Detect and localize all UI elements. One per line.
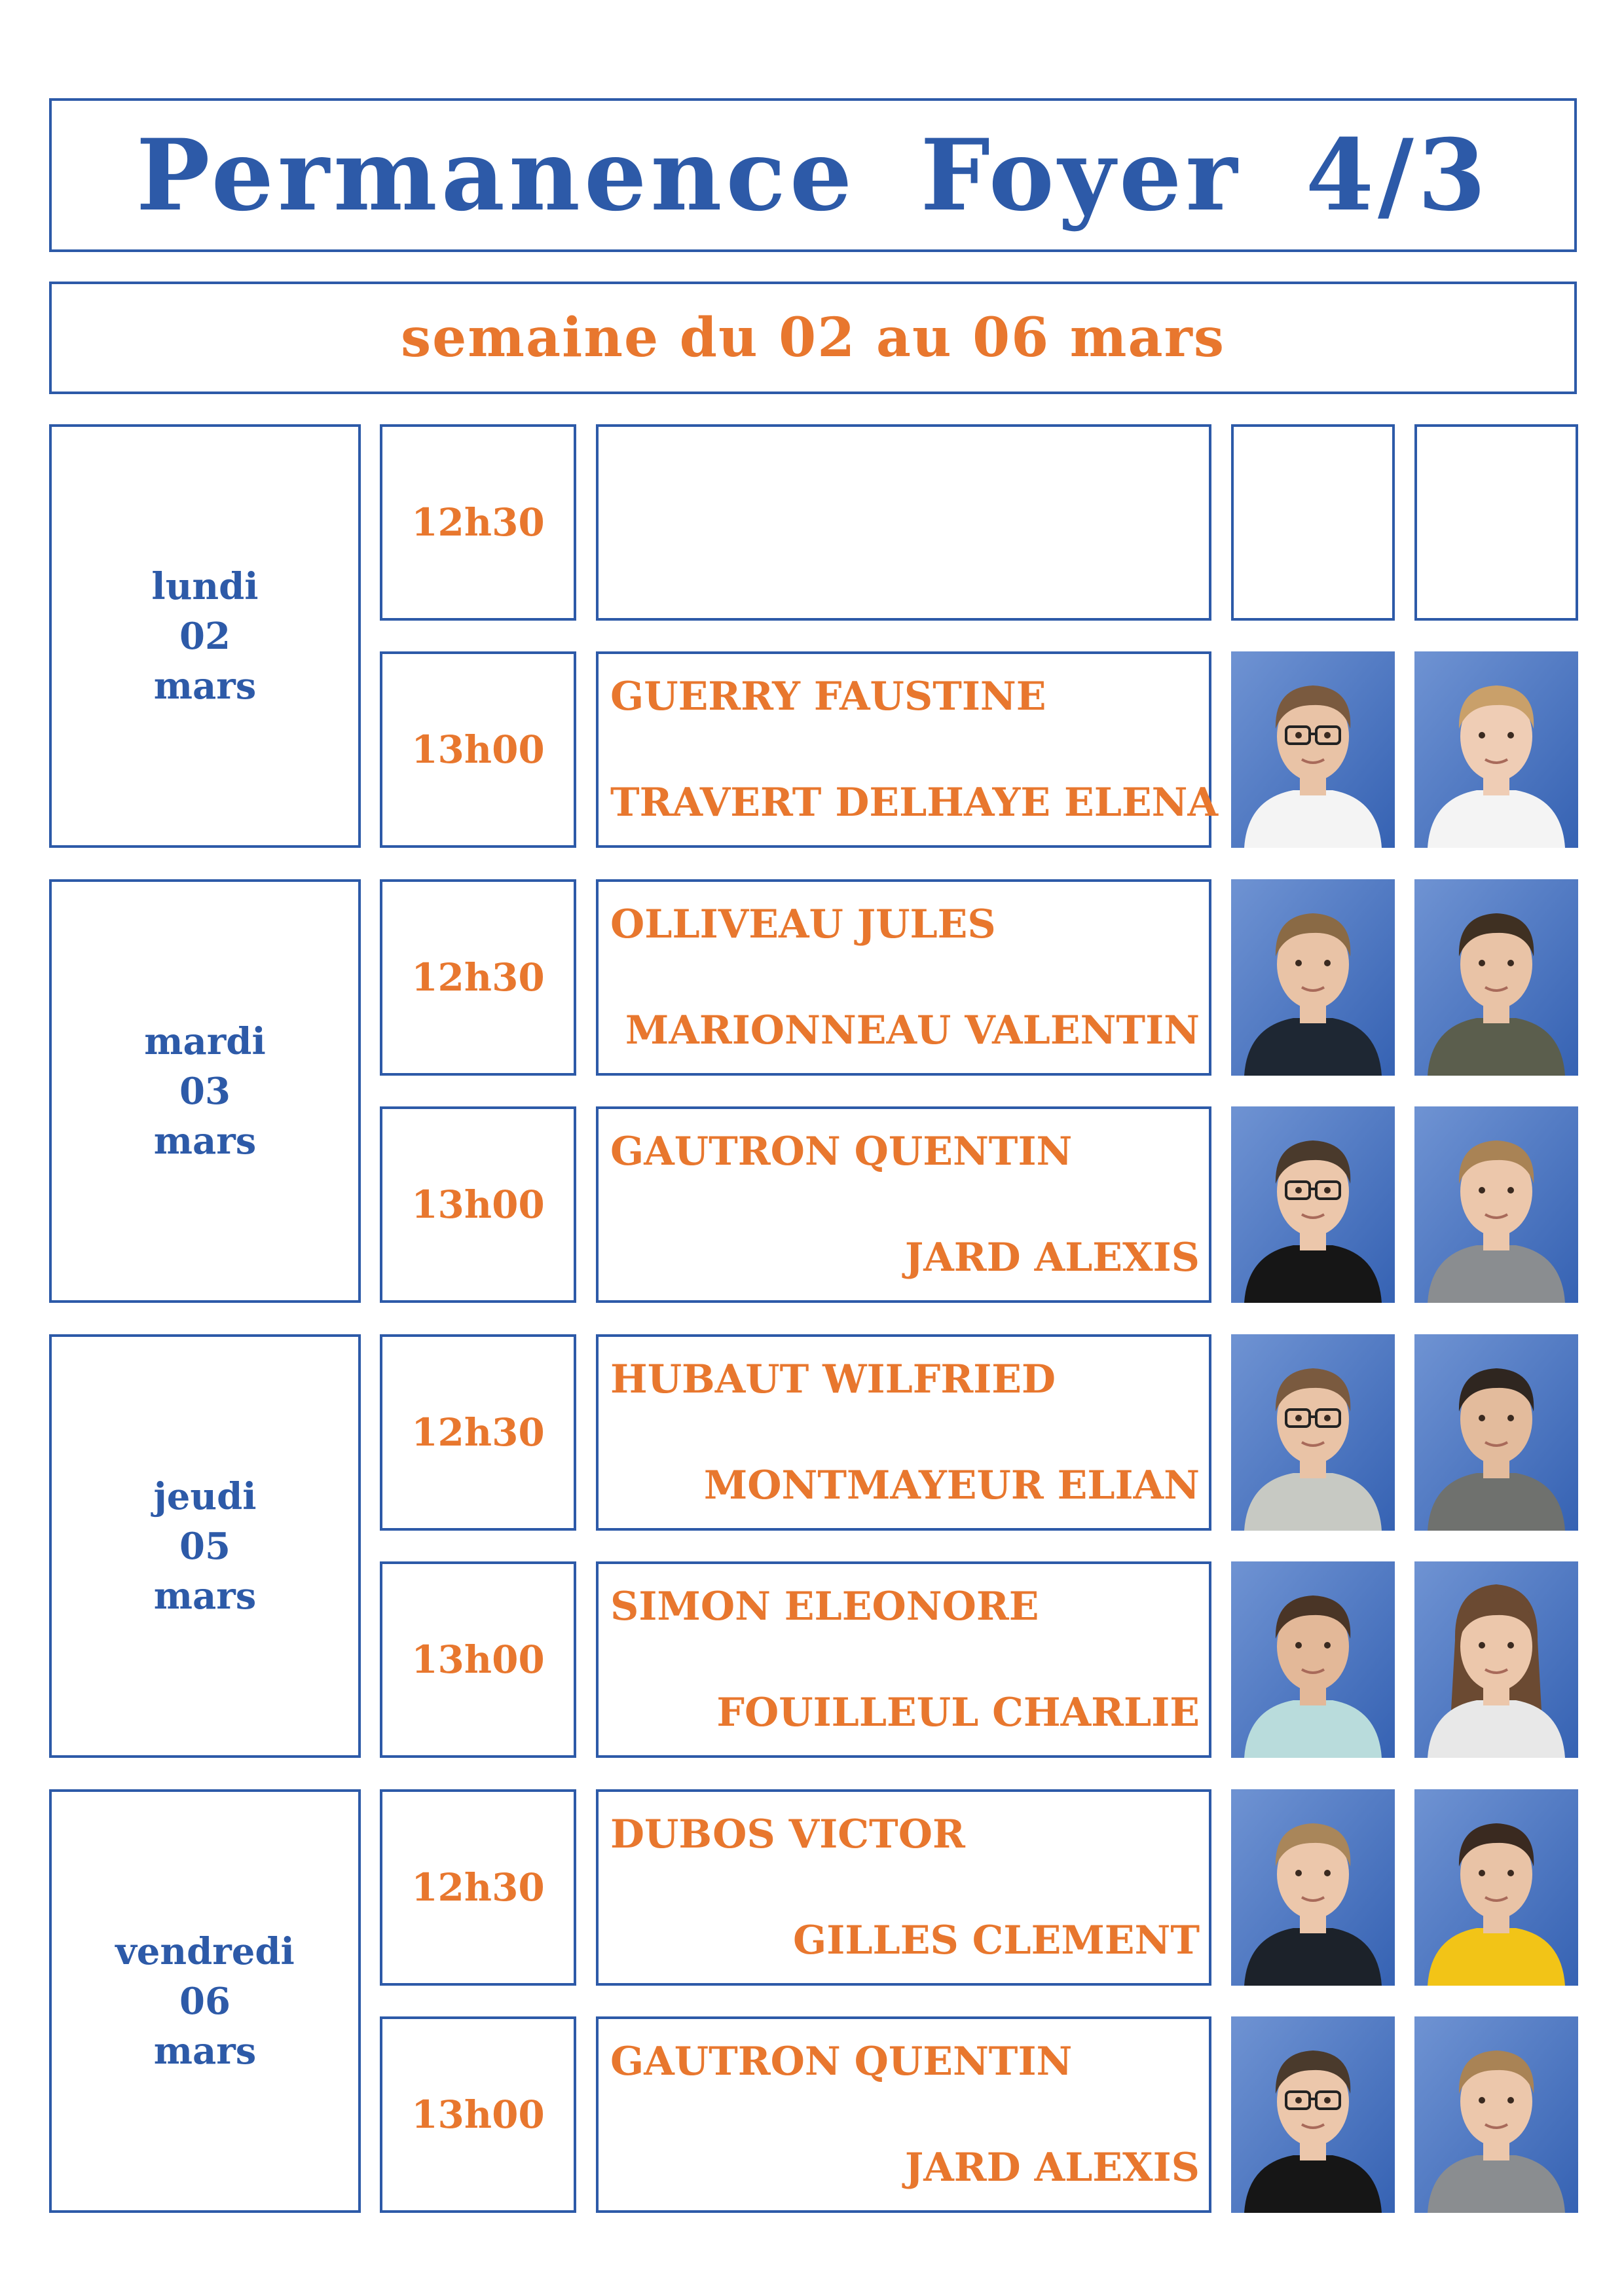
student-name-1: GAUTRON QUENTIN — [610, 1129, 1073, 1175]
student-name-2: FOUILLEUL CHARLIE — [716, 1690, 1200, 1736]
student-name-2: MARIONNEAU VALENTIN — [625, 1008, 1200, 1053]
day-label — [144, 1017, 265, 1166]
time-slot-cell — [380, 2016, 576, 2213]
names-cell — [596, 1334, 1211, 1531]
day-label-month: mars — [153, 664, 257, 708]
student-photo-2 — [1414, 651, 1578, 848]
day-cell-jeudi — [49, 1334, 361, 1758]
time-slot-cell — [380, 1561, 576, 1758]
student-photo-1 — [1231, 1561, 1395, 1758]
student-photo-1 — [1231, 1334, 1395, 1531]
time-label: 12h30 — [411, 1410, 545, 1455]
empty-photo-cell-2 — [1414, 424, 1578, 621]
day-label-day: mardi — [144, 1019, 266, 1063]
student-photo-2 — [1414, 2016, 1578, 2213]
subtitle-box — [49, 282, 1577, 394]
day-label — [115, 1927, 295, 2076]
student-name-1: DUBOS VICTOR — [610, 1812, 965, 1857]
student-name-2: GILLES CLEMENT — [793, 1918, 1200, 1963]
student-name-1: SIMON ELEONORE — [610, 1584, 1039, 1630]
time-slot-cell — [380, 879, 576, 1076]
day-label-month: mars — [153, 1574, 257, 1618]
student-name-2: TRAVERT DELHAYE ELENA — [610, 780, 1219, 826]
student-photo-2 — [1414, 1334, 1578, 1531]
time-label: 13h00 — [411, 1182, 545, 1227]
day-label — [153, 1472, 256, 1621]
time-label: 12h30 — [411, 1865, 545, 1910]
time-slot-cell — [380, 424, 576, 621]
time-label: 13h00 — [411, 1637, 545, 1682]
page-title: Permanence Foyer 4/3 — [136, 117, 1490, 233]
student-name-1: OLLIVEAU JULES — [610, 902, 996, 947]
student-photo-1 — [1231, 1106, 1395, 1303]
day-label-num: 02 — [179, 614, 231, 658]
names-cell — [596, 879, 1211, 1076]
day-cell-vendredi — [49, 1789, 361, 2213]
time-slot-cell — [380, 651, 576, 848]
day-label — [151, 562, 258, 711]
student-photo-2 — [1414, 1106, 1578, 1303]
student-name-2: JARD ALEXIS — [904, 2145, 1200, 2191]
day-cell-lundi — [49, 424, 361, 848]
time-label: 12h30 — [411, 500, 545, 545]
student-name-1: HUBAUT WILFRIED — [610, 1357, 1056, 1402]
day-label-month: mars — [153, 2029, 257, 2073]
time-label: 12h30 — [411, 955, 545, 1000]
day-label-day: jeudi — [153, 1474, 257, 1518]
time-slot-cell — [380, 1106, 576, 1303]
week-subtitle: semaine du 02 au 06 mars — [400, 306, 1226, 369]
student-name-1: GAUTRON QUENTIN — [610, 2039, 1073, 2085]
title-box — [49, 98, 1577, 252]
time-slot-cell — [380, 1334, 576, 1531]
student-photo-1 — [1231, 651, 1395, 848]
day-label-num: 06 — [179, 1979, 231, 2023]
time-label: 13h00 — [411, 727, 545, 772]
time-label: 13h00 — [411, 2092, 545, 2137]
names-cell — [596, 1561, 1211, 1758]
student-photo-2 — [1414, 1789, 1578, 1986]
day-label-num: 03 — [179, 1069, 231, 1113]
student-photo-1 — [1231, 2016, 1395, 2213]
student-name-2: JARD ALEXIS — [904, 1235, 1200, 1281]
student-photo-2 — [1414, 879, 1578, 1076]
names-cell — [596, 651, 1219, 848]
day-label-day: vendredi — [115, 1929, 295, 1973]
student-photo-2 — [1414, 1561, 1578, 1758]
day-label-day: lundi — [151, 564, 259, 608]
student-photo-1 — [1231, 1789, 1395, 1986]
empty-photo-cell-1 — [1231, 424, 1395, 621]
student-name-1: GUERRY FAUSTINE — [610, 674, 1046, 720]
student-name-2: MONTMAYEUR ELIAN — [703, 1463, 1200, 1508]
day-label-num: 05 — [179, 1524, 231, 1568]
time-slot-cell — [380, 1789, 576, 1986]
day-cell-mardi — [49, 879, 361, 1303]
day-label-month: mars — [153, 1119, 257, 1163]
student-photo-1 — [1231, 879, 1395, 1076]
names-cell — [596, 424, 1211, 621]
names-cell — [596, 2016, 1211, 2213]
names-cell — [596, 1106, 1211, 1303]
names-cell — [596, 1789, 1211, 1986]
